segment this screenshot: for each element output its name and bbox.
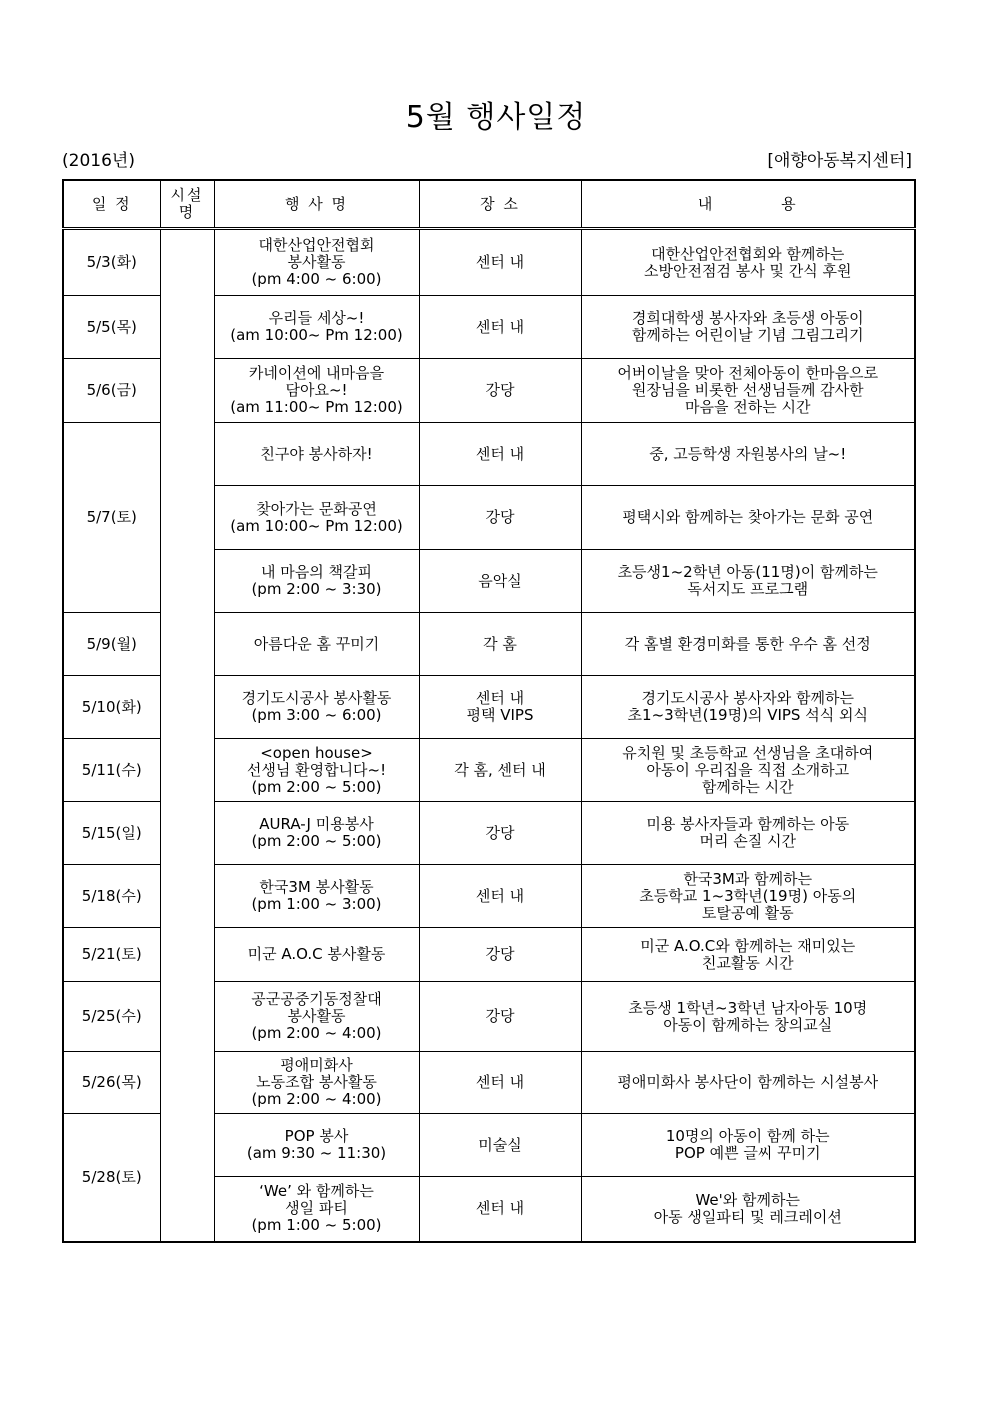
place-line: 센터 내 [475, 1073, 525, 1091]
event-name-line: (pm 1:00 ~ 3:00) [251, 895, 382, 913]
place-cell [419, 982, 581, 1052]
place-cell [419, 550, 581, 613]
organization-label: [애향아동복지센터] [767, 151, 912, 171]
place-line: 센터 내 [475, 886, 525, 905]
place-cell [419, 423, 581, 486]
date-cell: 5/11(수) [63, 739, 160, 802]
content-cell [581, 1052, 915, 1114]
content-line: 유치원 및 초등학교 선생님을 초대하여 [622, 743, 874, 762]
event-name-line: 아름다운 홈 꾸미기 [253, 634, 380, 653]
year-label: (2016년) [62, 151, 135, 171]
content-line: 미군 A.O.C와 함께하는 재미있는 [640, 936, 856, 955]
content-line: 평애미화사 봉사단이 함께하는 시설봉사 [617, 1073, 879, 1091]
event-name-cell [214, 613, 419, 676]
event-name-line: 대한산업안전협회 [258, 236, 375, 254]
content-line: 10명의 아동이 함께 하는 [665, 1127, 830, 1145]
schedule-table [62, 179, 916, 1243]
content-line: 경희대학생 봉사자와 초등생 아동이 [631, 309, 864, 327]
place-cell [419, 296, 581, 359]
content-line: 토탈공예 활동 [701, 903, 794, 922]
event-name-cell [214, 296, 419, 359]
content-cell [581, 676, 915, 739]
event-name-line: 노동조합 봉사활동 [256, 1073, 377, 1091]
event-name-cell [214, 1114, 419, 1177]
event-name-line: (pm 4:00 ~ 6:00) [251, 270, 382, 288]
place-cell [419, 1114, 581, 1177]
event-name-line: (pm 2:00 ~ 5:00) [251, 832, 382, 850]
page-title: 5월 행사일정 [405, 100, 587, 135]
content-cell [581, 229, 915, 296]
header-place: 장 소 [419, 180, 581, 229]
event-name-cell [214, 550, 419, 613]
place-line: 각 홈, 센터 내 [454, 760, 546, 779]
event-name-line: 평애미화사 [280, 1056, 353, 1074]
content-line: 원장님을 비롯한 선생님들께 감사한 [631, 381, 864, 399]
place-line: 강당 [485, 508, 515, 526]
content-line: 함께하는 시간 [701, 777, 794, 796]
event-name-line: 한국3M 봉사활동 [259, 878, 374, 896]
header-date: 일 정 [63, 180, 160, 229]
event-name-cell [214, 1177, 419, 1242]
place-cell [419, 865, 581, 928]
place-cell [419, 486, 581, 550]
place-line: 강당 [485, 945, 515, 963]
header-facility [160, 180, 214, 229]
content-cell [581, 865, 915, 928]
date-cell: 5/28(토) [63, 1114, 160, 1242]
content-line: 독서지도 프로그램 [687, 580, 809, 598]
place-cell [419, 229, 581, 296]
date-cell: 5/21(토) [63, 928, 160, 982]
event-name-cell [214, 423, 419, 486]
event-name-line: 생일 파티 [285, 1199, 348, 1218]
content-cell [581, 550, 915, 613]
event-name-line: 카네이션에 내마음을 [248, 364, 385, 382]
header-facility-line: 시설 [170, 186, 204, 204]
facility-cell [160, 229, 214, 1242]
place-line: 강당 [485, 1007, 515, 1025]
header-row [63, 180, 915, 229]
event-name-line: (am 10:00~ Pm 12:00) [230, 516, 403, 535]
place-line: 강당 [485, 823, 515, 842]
content-line: 초1~3학년(19명)의 VIPS 석식 외식 [627, 706, 868, 724]
content-cell [581, 359, 915, 423]
event-name-cell [214, 676, 419, 739]
place-cell [419, 359, 581, 423]
content-line: 미용 봉사자들과 함께하는 아동 [646, 815, 850, 833]
place-line: 강당 [485, 381, 515, 399]
content-cell [581, 1114, 915, 1177]
content-cell [581, 1177, 915, 1242]
event-name-line: 우리들 세상~! [268, 309, 365, 327]
event-name-line: 선생님 환영합니다~! [246, 760, 387, 779]
content-line: 머리 손질 시간 [699, 832, 796, 850]
event-name-cell [214, 982, 419, 1052]
event-name-cell [214, 802, 419, 865]
event-name-line: (pm 2:00 ~ 5:00) [251, 777, 382, 796]
place-line: 평택 VIPS [466, 706, 534, 724]
content-line: 함께하는 어린이날 기념 그림그리기 [631, 326, 864, 344]
content-cell [581, 802, 915, 865]
date-cell: 5/3(화) [63, 229, 160, 296]
event-name-line: POP 봉사 [284, 1127, 349, 1145]
place-line: 센터 내 [475, 1199, 525, 1218]
event-name-line: (pm 3:00 ~ 6:00) [251, 706, 382, 724]
event-name-cell [214, 928, 419, 982]
date-cell: 5/10(화) [63, 676, 160, 739]
event-name-line: 봉사활동 [287, 1007, 346, 1025]
content-line: 소방안전점검 봉사 및 간식 후원 [644, 261, 852, 280]
event-name-line: (pm 2:00 ~ 4:00) [251, 1024, 382, 1042]
place-line: 센터 내 [475, 253, 525, 271]
date-cell: 5/9(월) [63, 613, 160, 676]
content-cell [581, 486, 915, 550]
content-line: 초등생1~2학년 아동(11명)이 함께하는 [617, 563, 878, 581]
place-line: 센터 내 [475, 689, 525, 707]
date-cell: 5/7(토) [63, 423, 160, 613]
content-line: We'와 함께하는 [695, 1190, 801, 1209]
event-name-cell [214, 229, 419, 296]
content-line: 초등생 1학년~3학년 남자아동 10명 [628, 998, 868, 1017]
event-name-line: 친구야 봉사하자! [260, 444, 373, 463]
content-line: 초등학교 1~3학년(19명) 아동의 [639, 886, 857, 905]
content-cell [581, 928, 915, 982]
date-cell: 5/18(수) [63, 865, 160, 928]
place-cell [419, 802, 581, 865]
place-cell [419, 613, 581, 676]
content-cell [581, 613, 915, 676]
place-line: 센터 내 [475, 444, 525, 463]
date-cell: 5/15(일) [63, 802, 160, 865]
event-name-cell [214, 359, 419, 423]
event-name-line: ‘We’ 와 함께하는 [259, 1182, 374, 1201]
header-facility-line: 명 [178, 203, 196, 221]
content-cell [581, 739, 915, 802]
event-name-line: 경기도시공사 봉사활동 [241, 689, 392, 707]
place-cell [419, 1177, 581, 1242]
date-cell: 5/6(금) [63, 359, 160, 423]
place-cell [419, 1052, 581, 1114]
content-line: POP 예쁜 글씨 꾸미기 [674, 1144, 821, 1162]
content-cell [581, 423, 915, 486]
event-name-cell [214, 1052, 419, 1114]
content-line: 한국3M과 함께하는 [683, 869, 813, 888]
event-name-cell [214, 486, 419, 550]
content-line: 대한산업안전협회와 함께하는 [651, 244, 845, 263]
content-line: 아동이 우리집을 직접 소개하고 [646, 760, 850, 779]
content-cell [581, 296, 915, 359]
content-cell [581, 982, 915, 1052]
header-event: 행 사 명 [214, 180, 419, 229]
content-line: 어버이날을 맞아 전체아동이 한마음으로 [617, 364, 879, 382]
event-name-line: (pm 2:00 ~ 3:30) [251, 580, 382, 598]
event-name-line: (pm 1:00 ~ 5:00) [251, 1216, 382, 1235]
place-cell [419, 739, 581, 802]
content-line: 각 홈별 환경미화를 통한 우수 홈 선정 [624, 634, 871, 653]
content-line: 마음을 전하는 시간 [685, 398, 811, 416]
place-line: 센터 내 [475, 317, 525, 336]
event-name-line: <open house> [260, 743, 373, 762]
event-name-line: (am 11:00~ Pm 12:00) [230, 398, 403, 416]
event-name-line: 공군공중기동정찰대 [251, 990, 382, 1008]
place-line: 미술실 [478, 1135, 522, 1154]
table-row [63, 229, 915, 296]
event-name-line: AURA-J 미용봉사 [259, 815, 374, 833]
event-name-line: (pm 2:00 ~ 4:00) [251, 1090, 382, 1108]
event-name-line: 담아요~! [285, 381, 348, 399]
content-line: 아동 생일파티 및 레크레이션 [653, 1207, 842, 1226]
event-name-line: 찾아가는 문화공연 [256, 499, 377, 518]
event-name-line: 미군 A.O.C 봉사활동 [247, 945, 386, 963]
place-cell [419, 928, 581, 982]
content-line: 경기도시공사 봉사자와 함께하는 [641, 689, 854, 707]
place-line: 각 홈 [483, 634, 517, 653]
content-line: 평택시와 함께하는 찾아가는 문화 공연 [622, 508, 874, 526]
event-name-line: 봉사활동 [287, 253, 346, 271]
event-name-line: (am 10:00~ Pm 12:00) [230, 326, 403, 344]
date-cell: 5/25(수) [63, 982, 160, 1052]
schedule-body [63, 229, 915, 1242]
event-name-cell [214, 865, 419, 928]
content-line: 아동이 함께하는 창의교실 [663, 1015, 833, 1034]
event-name-cell [214, 739, 419, 802]
content-line: 중, 고등학생 자원봉사의 날~! [649, 444, 847, 463]
event-name-line: 내 마음의 책갈피 [261, 563, 372, 581]
content-line: 친교활동 시간 [701, 953, 794, 972]
place-line: 음악실 [478, 571, 522, 590]
event-name-line: (am 9:30 ~ 11:30) [246, 1144, 387, 1162]
header-content: 내 용 [581, 180, 915, 229]
date-cell: 5/26(목) [63, 1052, 160, 1114]
date-cell: 5/5(목) [63, 296, 160, 359]
place-cell [419, 676, 581, 739]
